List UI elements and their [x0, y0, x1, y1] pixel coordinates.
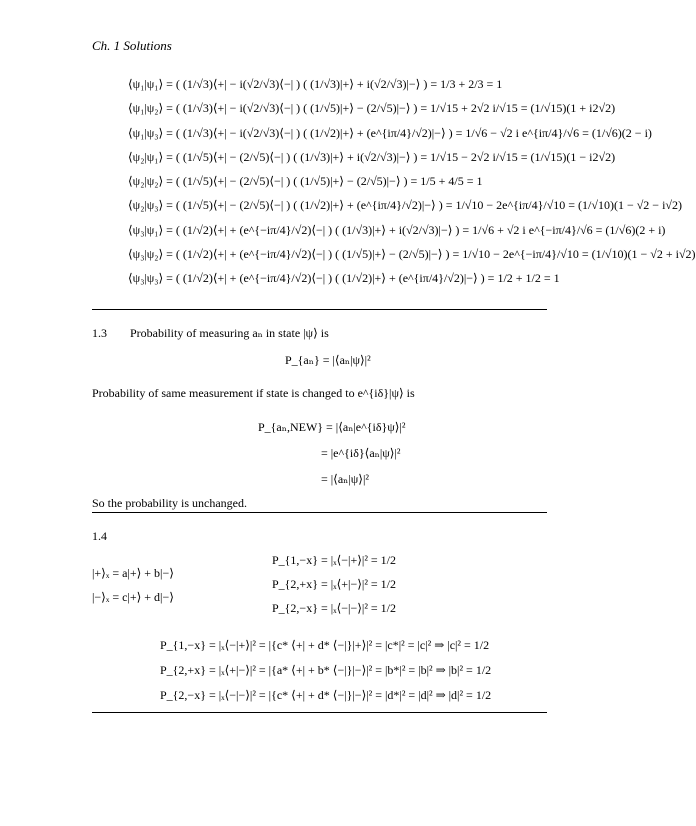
equation-row: ⟨ψ₂|ψ₃⟩ = ( (1/√5)⟨+| − (2/√5)⟨−| ) ( (1/√2)|+⟩ + (e^{iπ/4}/√2)|−⟩ ) = 1/√10 − 2e^{iπ/4}/√10 = (1/√10)(1 − √2 − i√2) [128, 198, 682, 213]
equation-row: ⟨ψ₂|ψ₁⟩ = ( (1/√5)⟨+| − (2/√5)⟨−| ) ( (1/√3)|+⟩ + i(√2/√3)|−⟩ ) = 1/√15 − 2√2 i/√15 = (1/√15)(1 − i2√2) [128, 149, 616, 164]
equation-row: ⟨ψ₂|ψ₂⟩ = ( (1/√5)⟨+| − (2/√5)⟨−| ) ( (1/√5)|+⟩ − (2/√5)|−⟩ ) = 1/5 + 4/5 = 1 [128, 174, 483, 189]
probability-formula: P_{aₙ} = |⟨aₙ|ψ⟩|² [285, 353, 371, 367]
state-definition: |−⟩ₓ = c|+⟩ + d|−⟩ [92, 590, 174, 604]
probability-formula: = |e^{iδ}⟨aₙ|ψ⟩|² [321, 446, 401, 460]
state-definition: |+⟩ₓ = a|+⟩ + b|−⟩ [92, 566, 174, 580]
equation-row: ⟨ψ₁|ψ₂⟩ = ( (1/√3)⟨+| − i(√2/√3)⟨−| ) ( (1/√5)|+⟩ − (2/√5)|−⟩ ) = 1/√15 + 2√2 i/√15 = (1/√15)(1 + i2√2) [128, 101, 616, 116]
inner-product-equations [128, 72, 696, 291]
equation-row: ⟨ψ₃|ψ₂⟩ = ( (1/√2)⟨+| + (e^{−iπ/4}/√2)⟨−| ) ( (1/√5)|+⟩ − (2/√5)|−⟩ ) = 1/√10 − 2e^{−iπ/4}/√10 = (1/√10)(1 − √2 + i√2) [128, 247, 696, 262]
equation-row: ⟨ψ₁|ψ₁⟩ = ( (1/√3)⟨+| − i(√2/√3)⟨−| ) ( (1/√3)|+⟩ + i(√2/√3)|−⟩ ) = 1/3 + 2/3 = 1 [128, 77, 503, 91]
probability-formula: P_{aₙ,NEW} = |⟨aₙ|e^{iδ}ψ⟩|² [258, 420, 406, 434]
probability-formula: P_{2,−x} = |ₓ⟨−|−⟩|² = 1/2 [272, 601, 397, 615]
derivation-row: P_{1,−x} = |ₓ⟨−|+⟩|² = |{c* ⟨+| + d* ⟨−|}|+⟩|² = |c*|² = |c|² ⇒ |c|² = 1/2 [160, 638, 490, 652]
derivation-row: P_{2,−x} = |ₓ⟨−|−⟩|² = |{c* ⟨+| + d* ⟨−|}|−⟩|² = |d*|² = |d|² ⇒ |d|² = 1/2 [160, 688, 492, 702]
section-number: 1.3 [92, 326, 107, 340]
probability-formula: P_{2,+x} = |ₓ⟨+|−⟩|² = 1/2 [272, 577, 397, 591]
equation-row: ⟨ψ₁|ψ₃⟩ = ( (1/√3)⟨+| − i(√2/√3)⟨−| ) ( (1/√2)|+⟩ + (e^{iπ/4}/√2)|−⟩ ) = 1/√6 − √2 i e^{iπ/4}/√6 = (1/√6)(2 − i) [128, 125, 652, 140]
equation-row: ⟨ψ₃|ψ₁⟩ = ( (1/√2)⟨+| + (e^{−iπ/4}/√2)⟨−| ) ( (1/√3)|+⟩ + i(√2/√3)|−⟩ ) = 1/√6 + √2 i e^{−iπ/4}/√6 = (1/√6)(2 + i) [128, 222, 666, 237]
section-text: Probability of same measurement if state is changed to e^{iδ}|ψ⟩ is [92, 386, 415, 400]
section-number: 1.4 [92, 529, 107, 543]
section-text: Probability of measuring aₙ in state |ψ⟩ is [130, 326, 329, 340]
section-divider [92, 309, 547, 310]
conclusion-text: So the probability is unchanged. [92, 496, 247, 510]
probability-formula: P_{1,−x} = |ₓ⟨−|+⟩|² = 1/2 [272, 553, 397, 567]
derivation-row: P_{2,+x} = |ₓ⟨+|−⟩|² = |{a* ⟨+| + b* ⟨−|}|−⟩|² = |b*|² = |b|² ⇒ |b|² = 1/2 [160, 663, 492, 677]
section-divider [92, 512, 547, 513]
equation-row: ⟨ψ₃|ψ₃⟩ = ( (1/√2)⟨+| + (e^{−iπ/4}/√2)⟨−| ) ( (1/√2)|+⟩ + (e^{iπ/4}/√2)|−⟩ ) = 1/2 + 1/2 = 1 [128, 271, 560, 286]
section-divider [92, 712, 547, 713]
page-header: Ch. 1 Solutions [92, 38, 172, 53]
probability-formula: = |⟨aₙ|ψ⟩|² [321, 472, 369, 486]
